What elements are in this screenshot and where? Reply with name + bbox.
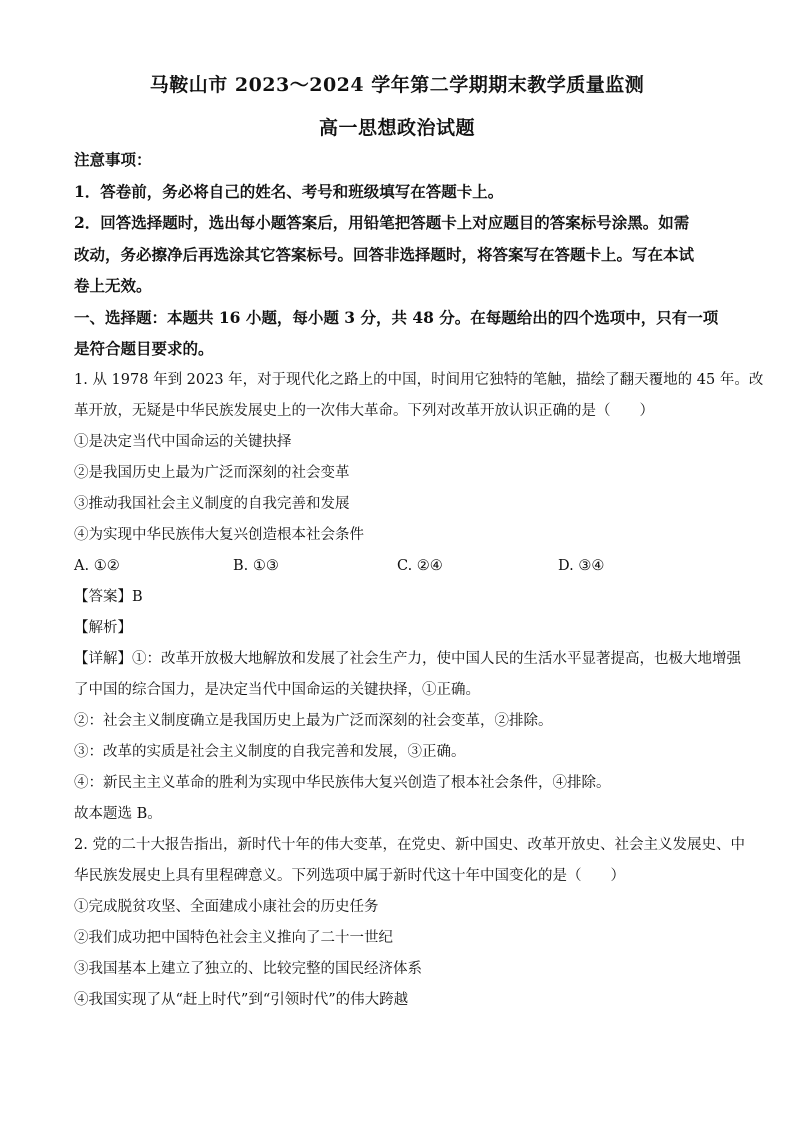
q1-option-a: A. ①② [74,558,120,574]
q1-detail-line-1: 【详解】①：改革开放极大地解放和发展了社会生产力，使中国人民的生活水平显著提高，也极大地增强 [74,651,741,667]
q1-statement-1: ①是决定当代中国命运的关键抉择 [74,434,292,450]
q1-stem-line-1: 1. 从 1978 年到 2023 年，对于现代化之路上的中国，时间用它独特的笔触，描绘了翻天覆地的 45 年。改 [74,372,764,388]
q1-statement-2: ②是我国历史上最为广泛而深刻的社会变革 [74,465,350,481]
q2-stem-line-2: 华民族发展史上具有里程碑意义。下列选项中属于新时代这十年中国变化的是（ ） [74,868,625,884]
q1-stem-line-2: 革开放，无疑是中华民族发展史上的一次伟大革命。下列对改革开放认识正确的是（ ） [74,403,654,419]
q1-option-d: D. ③④ [558,558,605,574]
q1-detail-item-3: ③：改革的实质是社会主义制度的自我完善和发展，③正确。 [74,744,466,760]
section-heading-line-1: 一、选择题：本题共 16 小题，每小题 3 分，共 48 分。在每题给出的四个选项中，只有一项 [74,308,719,327]
q2-statement-4: ④我国实现了从“赶上时代”到“引领时代”的伟大跨越 [74,992,409,1008]
notice-item-2-line-3: 卷上无效。 [74,276,152,295]
notice-item-2-line-1: 2．回答选择题时，选出每小题答案后，用铅笔把答题卡上对应题目的答案标号涂黑。如需 [74,213,690,232]
q1-statement-3: ③推动我国社会主义制度的自我完善和发展 [74,496,350,512]
q1-detail-item-4: ④：新民主主义革命的胜利为实现中华民族伟大复兴创造了根本社会条件，④排除。 [74,775,611,791]
q1-conclusion: 故本题选 B。 [74,806,162,822]
notice-item-2-line-2: 改动，务必擦净后再选涂其它答案标号。回答非选择题时，将答案写在答题卡上。写在本试 [74,245,695,264]
q2-statement-1: ①完成脱贫攻坚、全面建成小康社会的历史任务 [74,899,379,915]
q2-statement-2: ②我们成功把中国特色社会主义推向了二十一世纪 [74,930,393,946]
q1-option-c: C. ②④ [397,558,443,574]
q2-stem-line-1: 2. 党的二十大报告指出，新时代十年的伟大变革，在党史、新中国史、改革开放史、社会主义发展史、中 [74,837,745,853]
notice-item-1: 1．答卷前，务必将自己的姓名、考号和班级填写在答题卡上。 [74,182,504,201]
q1-detail-item-2: ②：社会主义制度确立是我国历史上最为广泛而深刻的社会变革，②排除。 [74,713,553,729]
q1-statement-4: ④为实现中华民族伟大复兴创造根本社会条件 [74,527,364,543]
exam-title: 马鞍山市 2023～2024 学年第二学期期末教学质量监测 [149,74,645,96]
exam-subtitle: 高一思想政治试题 [318,117,475,139]
q1-answer: 【答案】B [74,589,143,605]
q1-option-b: B. ①③ [233,558,279,574]
q2-statement-3: ③我国基本上建立了独立的、比较完整的国民经济体系 [74,961,422,977]
q1-detail-line-2: 了中国的综合国力，是决定当代中国命运的关键抉择，①正确。 [74,682,480,698]
q1-analysis-label: 【解析】 [74,620,132,636]
section-heading-line-2: 是符合题目要求的。 [74,339,214,358]
notice-heading: 注意事项： [74,150,152,169]
